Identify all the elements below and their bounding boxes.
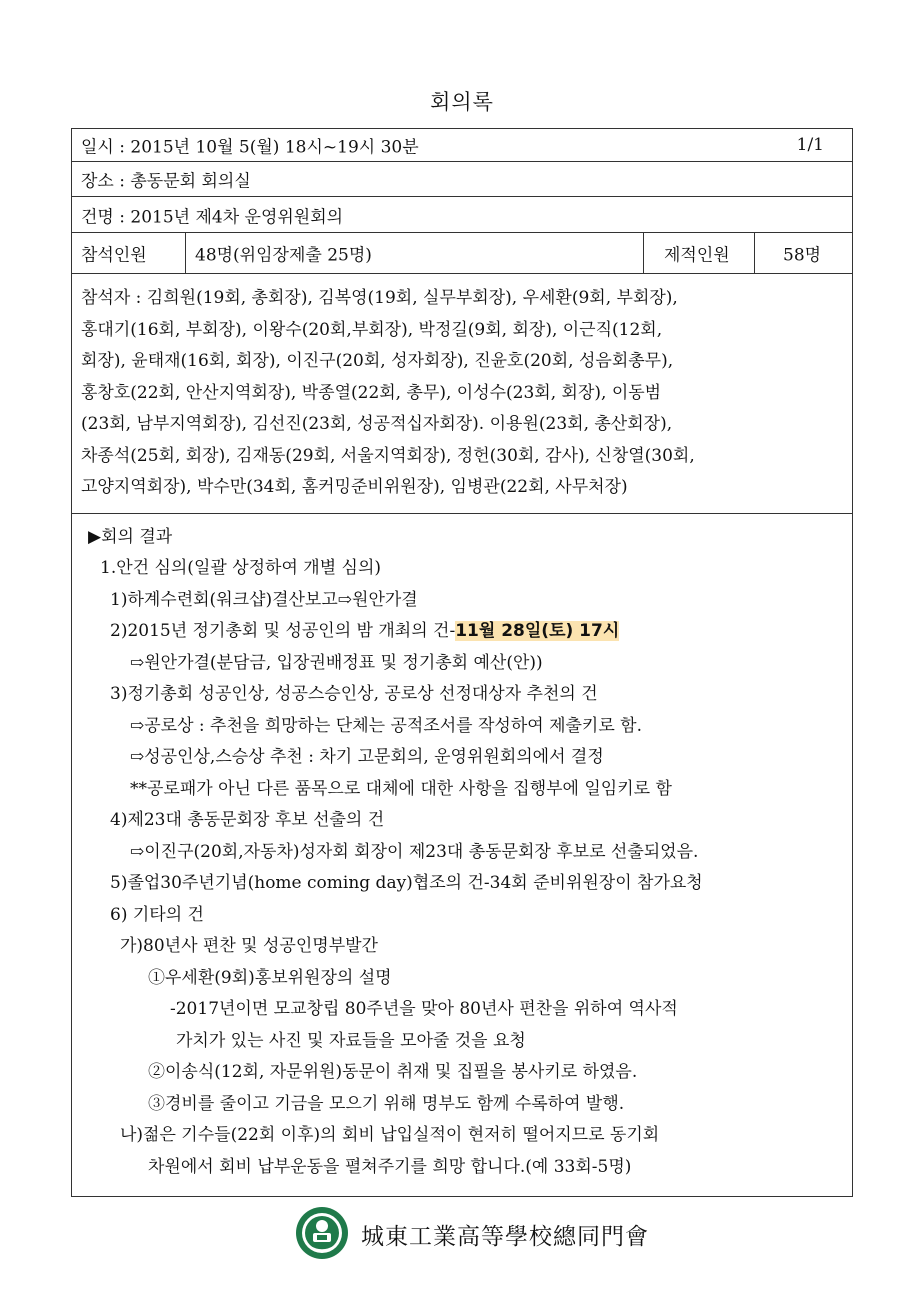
other-item-na-cont: 차원에서 회비 납부운동을 펼쳐주기를 희망 합니다.(예 33회-5명): [148, 1157, 632, 1177]
minutes-table: [71, 128, 853, 1197]
attendees-line: 홍창호(22회, 안산지역회장), 박종열(22회, 총무), 이성수(23회, 회장), 이동범: [81, 382, 662, 403]
attendance-label: 참석인원: [81, 245, 147, 266]
datetime-row: [72, 129, 852, 162]
agenda-review: 1.안건 심의(일괄 상정하여 개별 심의): [100, 558, 382, 578]
attendance-label-cell: [72, 233, 186, 273]
agenda-item-3-note: **공로패가 아닌 다른 품목으로 대체에 대한 사항을 집행부에 일임키로 함: [130, 779, 672, 799]
other-item-ga-1-detail: -2017년이면 모교창립 80주년을 맞아 80년사 편찬을 위하여 역사적: [170, 999, 678, 1019]
attendees-list: [81, 283, 846, 504]
agenda-item-5: 5)졸업30주년기념(home coming day)협조의 건-34회 준비위원장이 참가요청: [110, 873, 703, 893]
enrolled-label-cell: [644, 233, 755, 273]
attendees-line: (23회, 남부지역회장), 김선진(23회, 성공적십자회장). 이용원(23회, 총산회장),: [81, 414, 673, 434]
agenda-item-3: 3)정기총회 성공인상, 성공스승인상, 공로상 선정대상자 추천의 건: [110, 684, 598, 704]
alumni-association-emblem-icon: [295, 1206, 349, 1260]
agenda-item-3-recommend: ⇨성공인상,스승상 추천 : 차기 고문회의, 운영위원회의에서 결정: [130, 747, 604, 767]
enrolled-value-cell: [755, 233, 854, 273]
agenda-item-1: 1)하계수련회(워크샵)결산보고⇨원안가결: [110, 590, 418, 610]
other-item-na: 나)젊은 기수들(22회 이후)의 회비 납입실적이 현저히 떨어지므로 동기회: [120, 1125, 660, 1145]
agenda-item-2-result: ⇨원안가결(분담금, 입장권배정표 및 정기총회 예산(안)): [130, 653, 543, 673]
attendees-row: [72, 274, 852, 514]
attendance-row: [72, 233, 852, 274]
attendees-line: 회장), 윤태재(16회, 회장), 이진구(20회, 성자회장), 진윤호(20회, 성음회총무),: [81, 351, 674, 371]
attendance-value: 48명(위임장제출 25명): [195, 245, 372, 266]
agenda-item-2: [110, 616, 619, 641]
attendees-line: 홍대기(16회, 부회장), 이왕수(20회,부회장), 박정길(9회, 회장), 이근직(12회,: [81, 319, 663, 340]
attendees-line: 고양지역회장), 박수만(34회, 홈커밍준비위원장), 임병관(22회, 사무처장): [81, 477, 628, 497]
attendees-line: 참석자 : 김희원(19회, 총회장), 김복영(19회, 실무부회장), 우세환(9회, 부회장),: [81, 288, 678, 308]
place-text: 장소 : 총동문회 회의실: [81, 171, 251, 192]
document-title: 회의록: [430, 90, 494, 114]
results-heading: ▶회의 결과: [88, 527, 173, 547]
other-item-ga-2: ②이송식(12회, 자문위원)동문이 취재 및 집필을 봉사키로 하였음.: [148, 1062, 638, 1082]
subject-row: [72, 197, 852, 233]
meeting-date-highlight: 11월 28일(토) 17시: [455, 621, 620, 641]
agenda-item-4-result: ⇨이진구(20회,자동차)성자회 회장이 제23대 총동문회장 후보로 선출되었음.: [130, 842, 699, 862]
attendance-value-cell: [186, 233, 644, 273]
page-number: 1/1: [796, 135, 824, 155]
enrolled-value: 58명: [783, 245, 822, 266]
other-item-ga-1-detail-cont: 가치가 있는 사진 및 자료들을 모아줄 것을 요청: [176, 1031, 526, 1051]
agenda-item-3-award: ⇨공로상 : 추천을 희망하는 단체는 공적조서를 작성하여 제출키로 함.: [130, 716, 642, 736]
other-item-ga-1: ①우세환(9회)홍보위원장의 설명: [148, 968, 392, 988]
agenda-item-6: 6) 기타의 건: [110, 905, 204, 925]
attendees-line: 차종석(25회, 회장), 김재동(29회, 서울지역회장), 정헌(30회, 감사), 신창열(30회,: [81, 445, 695, 466]
organization-name: 城東工業高等學校總同門會: [361, 1224, 649, 1250]
place-row: [72, 162, 852, 197]
subject-text: 건명 : 2015년 제4차 운영위원회의: [81, 207, 344, 227]
other-item-ga-3: ③경비를 줄이고 기금을 모으기 위해 명부도 함께 수록하여 발행.: [148, 1094, 625, 1114]
enrolled-label: 제적인원: [664, 245, 730, 266]
datetime-text: 일시 : 2015년 10월 5(월) 18시~19시 30분: [81, 137, 419, 158]
agenda-item-4: 4)제23대 총동문회장 후보 선출의 건: [110, 810, 385, 830]
other-item-ga: 가)80년사 편찬 및 성공인명부발간: [120, 936, 378, 956]
agenda-item-2-text: 2)2015년 정기총회 및 성공인의 밤 개최의 건-: [110, 621, 456, 641]
footer: [295, 1206, 655, 1260]
